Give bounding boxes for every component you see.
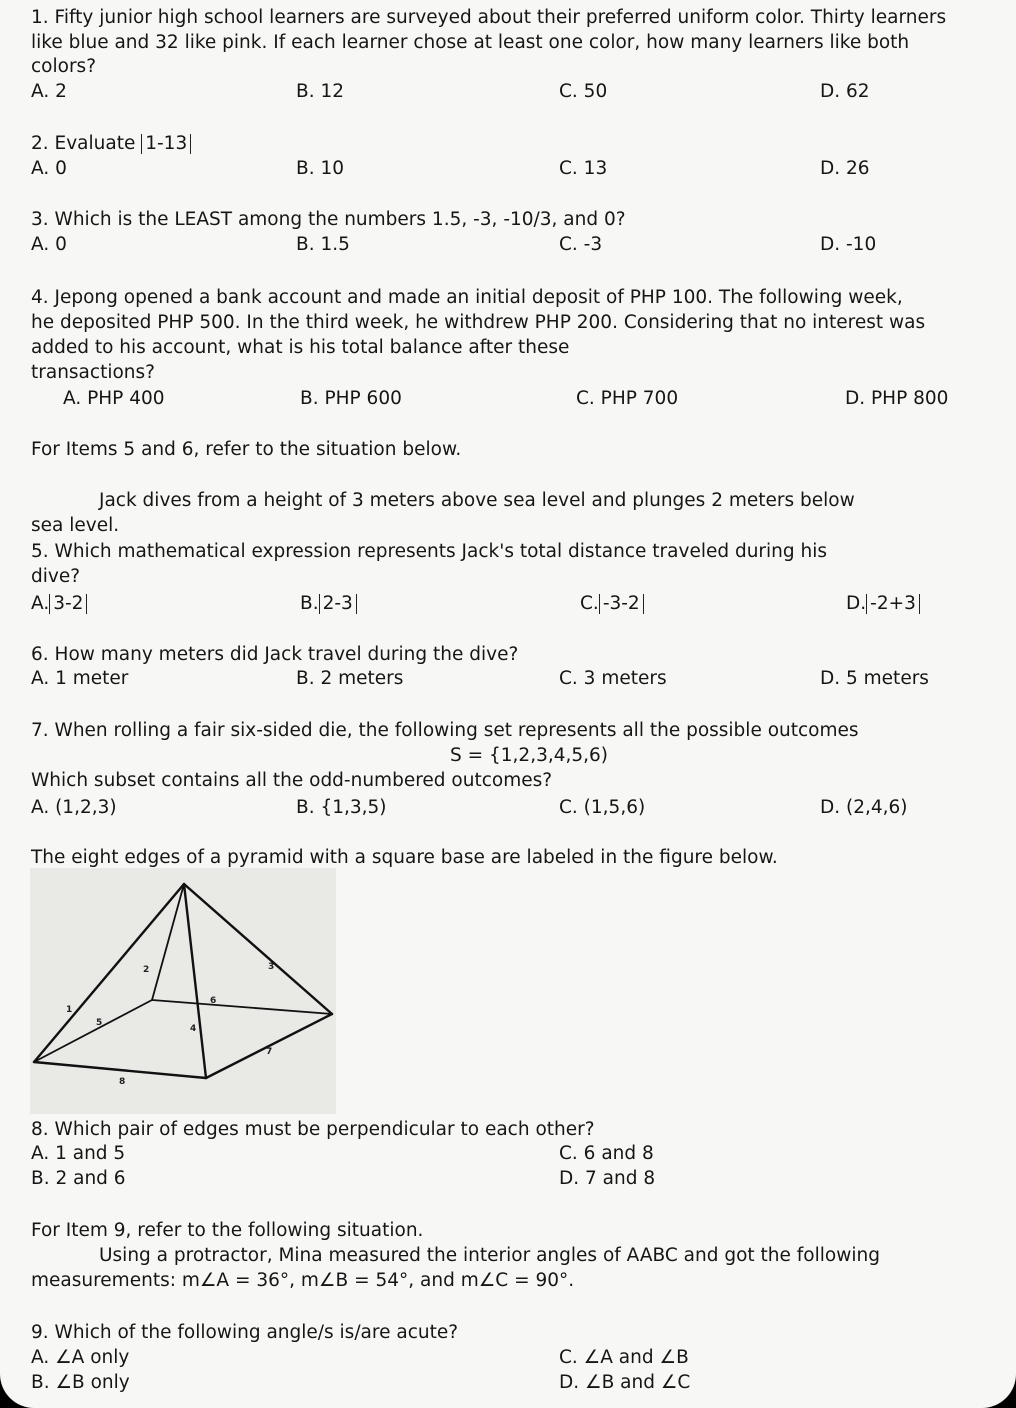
q2-option-c: C. 13 bbox=[559, 158, 608, 179]
pyramid-edge-5 bbox=[34, 1000, 152, 1062]
q2-stem-text: 2. Evaluate bbox=[31, 133, 136, 154]
items-5-6-intro: For Items 5 and 6, refer to the situation below. bbox=[31, 439, 462, 460]
q9-option-c: C. ∠A and ∠B bbox=[559, 1347, 689, 1368]
q3-option-a: A. 0 bbox=[31, 234, 67, 255]
q5-option-d bbox=[846, 592, 920, 616]
q3-option-c: C. -3 bbox=[559, 234, 603, 255]
q8-option-c: C. 6 and 8 bbox=[559, 1143, 654, 1164]
q9-stem: 9. Which of the following angle/s is/are acute? bbox=[31, 1322, 459, 1343]
q4-option-d: D. PHP 800 bbox=[845, 388, 949, 409]
q9-option-d: D. ∠B and ∠C bbox=[559, 1372, 691, 1393]
situation-9-line2: measurements: m∠A = 36°, m∠B = 54°, and m∠C = 90°. bbox=[31, 1270, 575, 1291]
edge-label-6: 6 bbox=[210, 996, 217, 1006]
q1-stem-line1: 1. Fifty junior high school learners are surveyed about their preferred uniform color. Thirty learners bbox=[31, 7, 947, 28]
q6-option-c: C. 3 meters bbox=[559, 668, 667, 689]
edge-label-7: 7 bbox=[266, 1047, 273, 1057]
q1-option-a: A. 2 bbox=[31, 81, 67, 102]
q2-option-d: D. 26 bbox=[820, 158, 870, 179]
q7-option-b: B. {1,3,5) bbox=[296, 797, 387, 818]
q5-option-d-label: D. bbox=[846, 593, 867, 614]
pyramid-edge-8 bbox=[34, 1062, 206, 1078]
pyramid-edge-7 bbox=[206, 1014, 332, 1078]
q5-stem-line1: 5. Which mathematical expression represents Jack's total distance traveled during his bbox=[31, 541, 828, 562]
item-9-intro: For Item 9, refer to the following situation. bbox=[31, 1220, 424, 1241]
q1-option-d: D. 62 bbox=[820, 81, 870, 102]
q1-stem-line3: colors? bbox=[31, 56, 97, 77]
q3-stem: 3. Which is the LEAST among the numbers 1.5, -3, -10/3, and 0? bbox=[31, 209, 626, 230]
q6-stem: 6. How many meters did Jack travel during the dive? bbox=[31, 644, 519, 665]
q9-option-b: B. ∠B only bbox=[31, 1372, 130, 1393]
q4-stem-line1: 4. Jepong opened a bank account and made an initial deposit of PHP 100. The following week, bbox=[31, 287, 903, 308]
q1-stem-line2: like blue and 32 like pink. If each learner chose at least one color, how many learners like both bbox=[31, 32, 910, 53]
item-8-intro: The eight edges of a pyramid with a square base are labeled in the figure below. bbox=[31, 847, 778, 868]
situation-5-6-line1: Jack dives from a height of 3 meters above sea level and plunges 2 meters below bbox=[99, 490, 855, 511]
edge-label-3: 3 bbox=[268, 962, 275, 972]
situation-5-6-line2: sea level. bbox=[31, 515, 120, 536]
q5-option-b bbox=[300, 592, 357, 616]
q5-option-b-expression: 2-3 bbox=[319, 594, 357, 614]
q5-option-a bbox=[31, 592, 87, 616]
q2-option-a: A. 0 bbox=[31, 158, 67, 179]
q4-stem-line2: he deposited PHP 500. In the third week, he withdrew PHP 200. Considering that no interest was bbox=[31, 312, 926, 333]
q5-option-a-label: A. bbox=[31, 593, 50, 614]
q6-option-a: A. 1 meter bbox=[31, 668, 129, 689]
q7-stem: 7. When rolling a fair six-sided die, the following set represents all the possible outcomes bbox=[31, 720, 859, 741]
q4-option-b: B. PHP 600 bbox=[300, 388, 402, 409]
q5-option-c-label: C. bbox=[580, 593, 599, 614]
q3-option-d: D. -10 bbox=[820, 234, 877, 255]
q9-option-a: A. ∠A only bbox=[31, 1347, 130, 1368]
q1-option-c: C. 50 bbox=[559, 81, 608, 102]
q7-option-d: D. (2,4,6) bbox=[820, 797, 908, 818]
q6-option-d: D. 5 meters bbox=[820, 668, 929, 689]
q4-option-c: C. PHP 700 bbox=[576, 388, 679, 409]
q5-option-b-label: B. bbox=[300, 593, 319, 614]
q3-option-b: B. 1.5 bbox=[296, 234, 350, 255]
edge-label-1: 1 bbox=[66, 1005, 73, 1015]
q8-option-d: D. 7 and 8 bbox=[559, 1168, 656, 1189]
q2-stem bbox=[31, 132, 191, 156]
q2-option-b: B. 10 bbox=[296, 158, 344, 179]
situation-9-line1: Using a protractor, Mina measured the interior angles of AABC and got the following bbox=[99, 1245, 880, 1266]
edge-label-8: 8 bbox=[119, 1077, 126, 1087]
pyramid-edge-3 bbox=[184, 884, 332, 1014]
q8-option-b: B. 2 and 6 bbox=[31, 1168, 126, 1189]
q5-option-c bbox=[580, 592, 644, 616]
q6-option-b: B. 2 meters bbox=[296, 668, 404, 689]
pyramid-edge-4 bbox=[184, 884, 206, 1078]
q8-stem: 8. Which pair of edges must be perpendicular to each other? bbox=[31, 1119, 595, 1140]
q8-option-a: A. 1 and 5 bbox=[31, 1143, 126, 1164]
q7-option-a: A. (1,2,3) bbox=[31, 797, 117, 818]
q4-stem-line4: transactions? bbox=[31, 362, 155, 383]
q2-absolute-expression: 1-13 bbox=[141, 134, 191, 154]
q5-option-c-expression: -3-2 bbox=[599, 594, 644, 614]
q7-stem-line2: Which subset contains all the odd-numbered outcomes? bbox=[31, 770, 553, 791]
q5-option-d-expression: -2+3 bbox=[866, 594, 920, 614]
q5-option-a-expression: 3-2 bbox=[49, 594, 87, 614]
q4-option-a: A. PHP 400 bbox=[63, 388, 165, 409]
pyramid-edge-1 bbox=[34, 884, 184, 1062]
edge-label-5: 5 bbox=[96, 1018, 103, 1028]
edge-label-4: 4 bbox=[190, 1024, 197, 1034]
q4-stem-line3: added to his account, what is his total balance after these bbox=[31, 337, 570, 358]
edge-label-2: 2 bbox=[143, 965, 150, 975]
q7-sample-space: S = {1,2,3,4,5,6) bbox=[450, 745, 609, 766]
q7-option-c: C. (1,5,6) bbox=[559, 797, 646, 818]
q1-option-b: B. 12 bbox=[296, 81, 344, 102]
pyramid-figure bbox=[30, 868, 336, 1114]
pyramid-drawing bbox=[30, 868, 336, 1114]
pyramid-edge-6 bbox=[152, 1000, 332, 1014]
q5-stem-line2: dive? bbox=[31, 566, 81, 587]
